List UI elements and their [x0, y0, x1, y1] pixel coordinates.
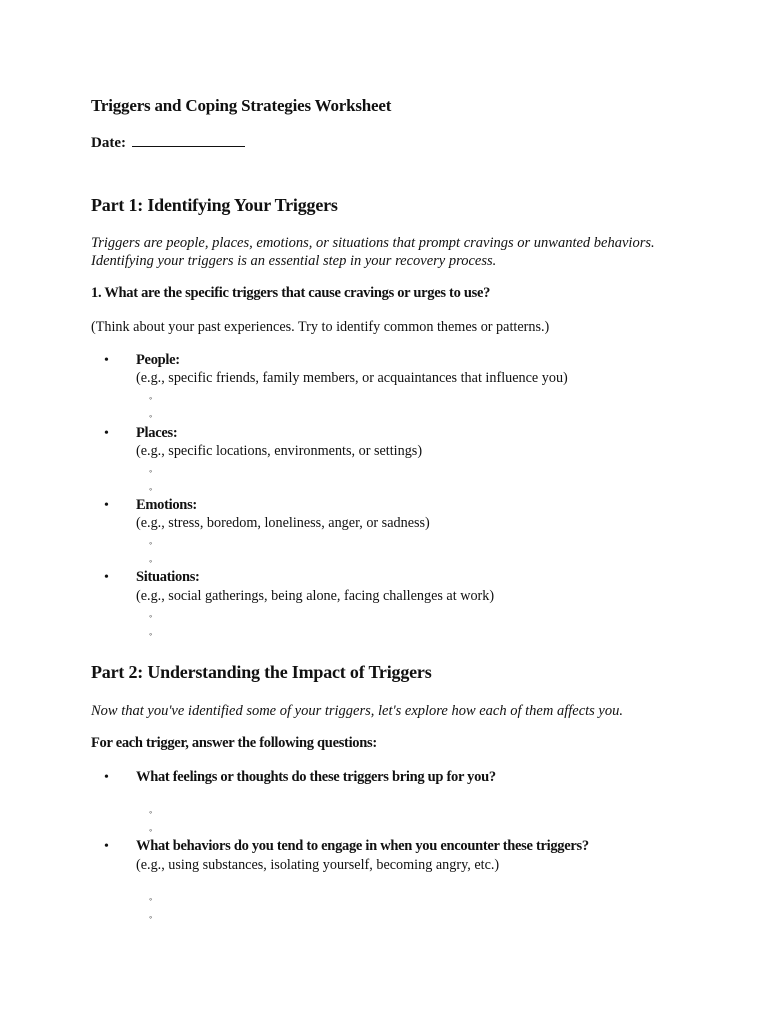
part2-instruction: For each trigger, answer the following questions:	[91, 735, 377, 751]
part1-intro-line1: Triggers are people, places, emotions, or situations that prompt cravings or unwanted behaviors.	[91, 235, 655, 251]
answer-blank-bullet[interactable]: ◦	[149, 825, 153, 835]
bullet-icon: •	[104, 770, 109, 785]
trigger-example: (e.g., specific locations, environments, or settings)	[136, 443, 423, 459]
part1-note: (Think about your past experiences. Try to identify common themes or patterns.)	[91, 319, 550, 335]
bullet-icon: •	[104, 839, 109, 854]
trigger-example: (e.g., stress, boredom, loneliness, anger, or sadness)	[136, 515, 430, 531]
date-blank-line[interactable]	[132, 134, 245, 147]
part1-intro-line2: Identifying your triggers is an essential step in your recovery process.	[91, 253, 497, 269]
worksheet-title: Triggers and Coping Strategies Worksheet	[91, 96, 392, 115]
impact-question-example: (e.g., using substances, isolating yourself, becoming angry, etc.)	[136, 857, 500, 873]
answer-blank-bullet[interactable]: ◦	[149, 912, 153, 922]
trigger-label: Places:	[136, 425, 178, 441]
answer-blank-bullet[interactable]: ◦	[149, 894, 153, 904]
trigger-example: (e.g., specific friends, family members, or acquaintances that influence you)	[136, 370, 568, 386]
answer-blank-bullet[interactable]: ◦	[149, 411, 153, 421]
answer-blank-bullet[interactable]: ◦	[149, 484, 153, 494]
bullet-icon: •	[104, 426, 109, 441]
part1-heading: Part 1: Identifying Your Triggers	[91, 195, 338, 215]
part1-question: 1. What are the specific triggers that cause cravings or urges to use?	[91, 285, 491, 301]
answer-blank-bullet[interactable]: ◦	[149, 466, 153, 476]
answer-blank-bullet[interactable]: ◦	[149, 629, 153, 639]
impact-question-label: What feelings or thoughts do these triggers bring up for you?	[136, 769, 496, 785]
part2-intro: Now that you've identified some of your triggers, let's explore how each of them affects you.	[91, 703, 623, 719]
trigger-label: Situations:	[136, 569, 200, 585]
impact-question-label: What behaviors do you tend to engage in when you encounter these triggers?	[136, 838, 589, 854]
bullet-icon: •	[104, 570, 109, 585]
answer-blank-bullet[interactable]: ◦	[149, 556, 153, 566]
answer-blank-bullet[interactable]: ◦	[149, 611, 153, 621]
trigger-label: Emotions:	[136, 497, 197, 513]
date-label: Date:	[91, 135, 126, 151]
trigger-label: People:	[136, 352, 180, 368]
trigger-example: (e.g., social gatherings, being alone, facing challenges at work)	[136, 588, 495, 604]
answer-blank-bullet[interactable]: ◦	[149, 393, 153, 403]
part2-heading: Part 2: Understanding the Impact of Triggers	[91, 662, 432, 682]
date-row	[91, 134, 245, 152]
answer-blank-bullet[interactable]: ◦	[149, 538, 153, 548]
bullet-icon: •	[104, 353, 109, 368]
answer-blank-bullet[interactable]: ◦	[149, 807, 153, 817]
bullet-icon: •	[104, 498, 109, 513]
